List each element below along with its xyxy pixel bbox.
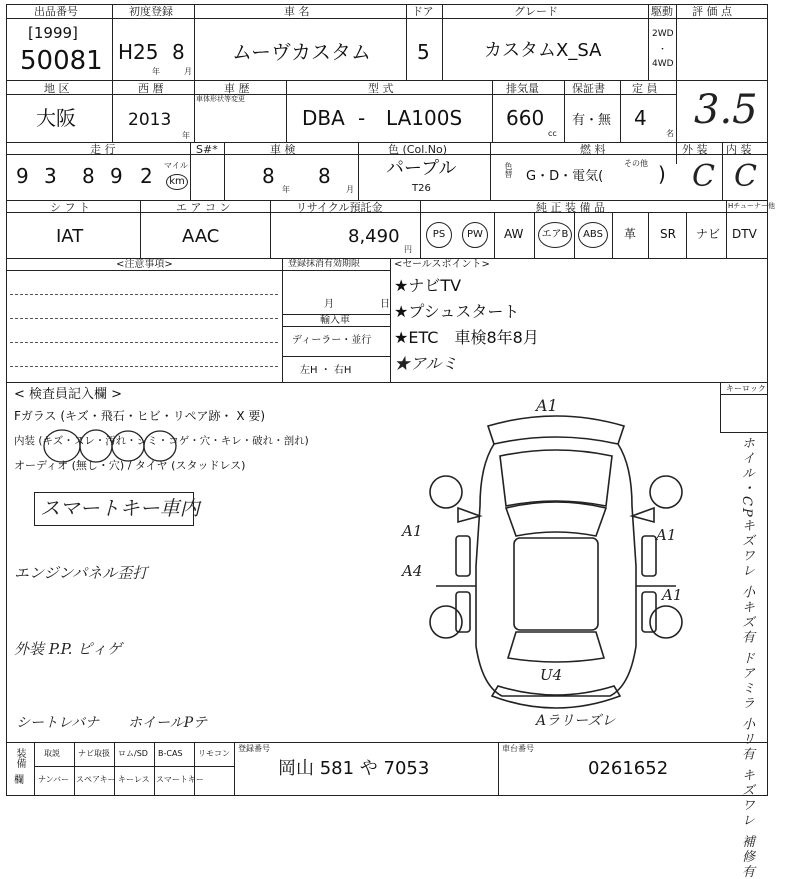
wheel-rear-left xyxy=(430,606,462,638)
note-seat: シートレバナ xyxy=(16,715,100,731)
year-value: 2013 xyxy=(128,110,172,130)
plate-value: 岡山 581 や 7053 xyxy=(278,758,430,779)
mark-rear-u4: U4 xyxy=(540,666,563,684)
inspection-month: 8 xyxy=(318,164,331,188)
mark-right-a1: A1 xyxy=(656,526,677,544)
mileage-digit: 8 xyxy=(82,164,95,188)
right-mirror xyxy=(632,508,654,522)
inspector-title: < 検査員記入欄 > xyxy=(14,387,123,402)
left-mirror xyxy=(458,508,480,522)
equipment-navi: ナビ xyxy=(696,227,721,241)
wheel-front-right xyxy=(650,476,682,508)
glass-line: Fガラス (キズ・飛石・ヒビ・リペア跡・ X 要) xyxy=(14,409,266,423)
year-value-mark: 年 xyxy=(182,131,190,140)
inspection-month-mark: 月 xyxy=(346,185,354,194)
model-prefix: DBA xyxy=(302,106,345,130)
month-mark: 月 xyxy=(184,67,192,76)
wheel-rear-right xyxy=(650,606,682,638)
recycle-label: リサイクル預託金 xyxy=(296,201,383,214)
sales-point: ★アルミ xyxy=(394,354,458,373)
inspection-year-mark: 年 xyxy=(282,185,290,194)
aircon-label: エ ア コ ン xyxy=(176,201,231,214)
sales-points-label: <セールスポイント> xyxy=(394,259,490,270)
mileage-digit: 3 xyxy=(44,164,57,188)
warranty-value: 有・無 xyxy=(572,113,612,128)
import-label: 輸入車 xyxy=(320,315,350,326)
history-sub: 車体形状等変更 xyxy=(196,95,245,103)
shift-value: IAT xyxy=(56,226,84,247)
interior-condition-line: 内装 (キズ・スレ・汚れ・シミ・コゲ・穴・キレ・破れ・剖れ) xyxy=(14,435,309,447)
color-change-label: 色替 xyxy=(504,162,513,178)
color-value: パープル xyxy=(386,158,457,179)
roof xyxy=(514,538,598,630)
score-label: 評 価 点 xyxy=(692,5,732,18)
exterior-grade: C xyxy=(692,159,715,194)
dealer-label: ディーラー・並行 xyxy=(292,335,372,346)
year-label: 西 暦 xyxy=(138,82,164,95)
key-lock-label: キーロック xyxy=(726,384,766,393)
deregistration-label: 登録抹消有効期限 xyxy=(288,259,361,269)
grade-value: カスタムX_SA xyxy=(484,40,602,61)
score-value: 3.5 xyxy=(694,87,758,133)
chassis-value: 0261652 xyxy=(588,758,669,779)
dereg-day: 日 xyxy=(380,299,390,310)
first-reg-month: 8 xyxy=(172,40,185,64)
windshield xyxy=(506,502,606,536)
dereg-month: 月 xyxy=(324,299,334,310)
note-engine: エンジンパネル歪打 xyxy=(14,564,148,582)
lot-no-label: 出品番号 xyxy=(34,5,78,18)
hatch-label: Hチューナー他 xyxy=(728,202,776,210)
area-label: 地 区 xyxy=(44,82,70,95)
drive-2wd: 2WD xyxy=(652,29,674,39)
equipment-ps: PS xyxy=(426,222,452,248)
mark-front-a1: A1 xyxy=(536,396,558,415)
mileage-digit: 9 xyxy=(110,164,123,188)
audio-tire-line: オーディオ (無し・穴) / タイヤ (スタッドレス) xyxy=(14,459,246,472)
recycle-value: 8,490 xyxy=(348,226,400,247)
sales-point: ★ナビTV xyxy=(394,276,462,295)
car-name-label: 車 名 xyxy=(284,5,310,18)
footer-item: 取説 xyxy=(44,749,60,758)
cc-value: 660 xyxy=(506,106,545,130)
area-value: 大阪 xyxy=(36,106,76,130)
note-roof: 外装 P.P. ピィゲ xyxy=(14,640,122,658)
first-reg-year: H25 xyxy=(118,40,159,64)
color-number: T26 xyxy=(412,183,431,194)
equipment-leather: 革 xyxy=(624,227,637,241)
steering-label: 左H ・ 右H xyxy=(300,365,352,376)
equipment-aw: AW xyxy=(504,227,524,241)
equipment-sunroof: SR xyxy=(660,227,676,241)
footer-equipment-header: 装備 xyxy=(14,748,25,768)
inspection-year: 8 xyxy=(262,164,275,188)
wheel-front-left xyxy=(430,476,462,508)
aircon-value: AAC xyxy=(182,226,220,247)
ac-flag-label: S#* xyxy=(196,143,218,156)
footer-item: スペアキー xyxy=(76,775,116,784)
grade-label: グレード xyxy=(514,5,558,18)
mileage-digit: 2 xyxy=(140,164,153,188)
footer-item: ロム/SD xyxy=(118,749,148,758)
cc-label: 排気量 xyxy=(506,82,539,95)
equipment-abs: ABS xyxy=(578,222,608,248)
fuel-options: G・D・電気( xyxy=(526,169,604,184)
shift-label: シ フ ト xyxy=(50,201,90,214)
history-label: 車 歴 xyxy=(224,82,250,95)
mileage-digit: 9 xyxy=(16,164,29,188)
first-reg-label: 初度登録 xyxy=(129,5,173,18)
sales-point: ★プシュスタート xyxy=(394,302,520,321)
color-label: 色 (Col.No) xyxy=(388,143,448,156)
mileage-label: 走 行 xyxy=(90,143,116,156)
handwritten-circles xyxy=(36,424,206,476)
sales-point: ★ETC 車検8年8月 xyxy=(394,328,539,347)
car-name: ムーヴカスタム xyxy=(232,40,371,64)
rear-bumper xyxy=(492,686,620,708)
capacity-value: 4 xyxy=(634,106,647,130)
warranty-label: 保証書 xyxy=(572,82,605,95)
drive-label: 駆動 xyxy=(651,5,673,18)
exterior-label: 外 装 xyxy=(682,143,708,156)
cc-unit: cc xyxy=(548,129,557,138)
mileage-unit-km: km xyxy=(166,174,188,190)
mark-left-a4: A4 xyxy=(402,562,423,580)
fuel-other: その他 xyxy=(624,159,648,168)
lot-number: 50081 xyxy=(20,46,103,76)
fuel-label: 燃 料 xyxy=(580,143,606,156)
auction-sheet xyxy=(6,4,776,879)
interior-label: 内 装 xyxy=(726,143,752,156)
smart-key-text: スマートキー車内 xyxy=(40,496,200,520)
body-outline xyxy=(476,444,636,696)
footer-item: B-CAS xyxy=(158,749,183,758)
rear-window xyxy=(508,632,604,662)
capacity-unit: 名 xyxy=(666,129,674,138)
plate-label: 登録番号 xyxy=(238,744,270,753)
drive-4wd: 4WD xyxy=(652,59,674,69)
note-wheel: ホイールPテ xyxy=(128,715,208,731)
inspection-label: 車 検 xyxy=(270,143,296,156)
equipment-pw: PW xyxy=(462,222,488,248)
equipment-label: 純 正 装 備 品 xyxy=(536,201,605,214)
footer-item: ナンバー xyxy=(38,775,70,784)
door-count: 5 xyxy=(417,40,430,64)
model-dash: - xyxy=(358,106,366,130)
footer-item: ナビ取扱 xyxy=(78,749,110,758)
interior-grade: C xyxy=(734,159,757,194)
bottom-note: Aラリーズレ xyxy=(536,713,616,729)
fuel-close: ) xyxy=(658,162,666,186)
lot-bracket: [1999] xyxy=(28,24,78,42)
equipment-dtv: DTV xyxy=(732,227,757,241)
capacity-label: 定 員 xyxy=(632,82,658,95)
side-notes: ホイル・CPキズワレ 小キズ有 ドアミラ 小リ有 キズワレ 補修有 xyxy=(739,436,754,879)
footer-item: スマートキー xyxy=(156,775,204,784)
model-value: LA100S xyxy=(386,106,463,130)
footer-other-header: 欄 xyxy=(14,775,24,786)
footer-item: リモコン xyxy=(198,749,230,758)
left-front-door-handle xyxy=(456,536,470,576)
year-mark: 年 xyxy=(152,67,160,76)
equipment-airbag: エアB xyxy=(538,222,572,248)
hood xyxy=(500,450,612,506)
model-label: 型 式 xyxy=(368,82,394,95)
front-bumper xyxy=(488,416,624,444)
mark-right-a1-2: A1 xyxy=(662,586,683,604)
footer-item: キーレス xyxy=(118,775,150,784)
right-front-door-handle xyxy=(642,536,656,576)
door-label: ドア xyxy=(412,5,434,18)
caution-label: <注意事項> xyxy=(116,259,173,270)
mileage-unit-mile: マイル xyxy=(164,161,188,170)
mark-left-a1: A1 xyxy=(402,522,423,540)
chassis-label: 車台番号 xyxy=(502,744,534,753)
drive-dot: ・ xyxy=(658,45,668,55)
recycle-unit: 円 xyxy=(404,245,412,254)
